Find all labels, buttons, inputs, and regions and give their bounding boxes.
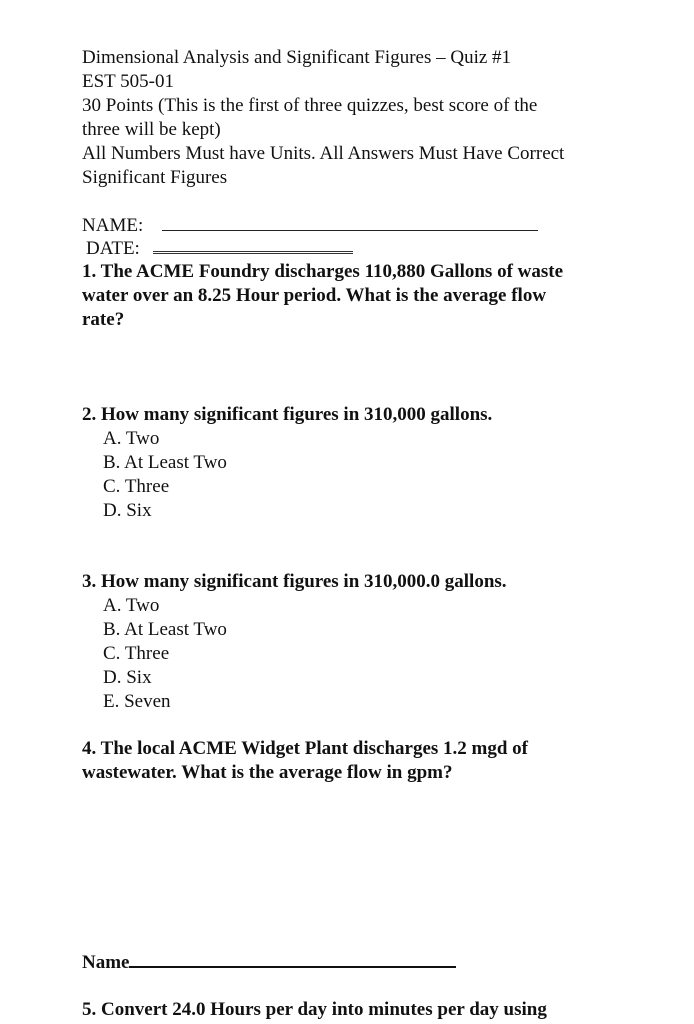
date-field[interactable]	[86, 237, 646, 261]
answer-option: B. At Least Two	[103, 452, 227, 473]
quiz-header	[82, 46, 642, 190]
name-label: NAME:	[82, 215, 144, 236]
name-blank[interactable]	[162, 216, 538, 231]
rules-note: All Numbers Must have Units. All Answers Must Have Correct	[82, 143, 565, 164]
answer-option: C. Three	[103, 476, 170, 497]
date-blank[interactable]	[153, 239, 353, 254]
points-note-cont: three will be kept)	[82, 119, 221, 140]
question-text: 2. How many significant figures in 310,000 gallons.	[82, 404, 493, 425]
name-field-2[interactable]	[82, 951, 642, 975]
answer-option: D. Six	[103, 500, 152, 521]
question-3	[82, 570, 642, 714]
question-4	[82, 737, 642, 785]
question-text: water over an 8.25 Hour period. What is the average flow	[82, 285, 547, 306]
question-text: 3. How many significant figures in 310,000.0 gallons.	[82, 571, 507, 592]
question-2	[82, 403, 642, 523]
question-1	[82, 260, 642, 332]
quiz-title: Dimensional Analysis and Significant Figures – Quiz #1	[82, 47, 512, 68]
question-text: wastewater. What is the average flow in gpm?	[82, 762, 453, 783]
answer-option: A. Two	[103, 428, 160, 449]
answer-option: E. Seven	[103, 691, 171, 712]
answer-option: C. Three	[103, 643, 170, 664]
answer-option: D. Six	[103, 667, 152, 688]
question-5	[82, 998, 642, 1022]
date-label: DATE:	[86, 238, 140, 259]
name-label: Name	[82, 952, 130, 973]
name-field[interactable]	[82, 214, 642, 238]
points-note: 30 Points (This is the first of three quizzes, best score of the	[82, 95, 538, 116]
answer-option: B. At Least Two	[103, 619, 227, 640]
rules-note-cont: Significant Figures	[82, 167, 228, 188]
course-code: EST 505-01	[82, 71, 175, 92]
question-text: 5. Convert 24.0 Hours per day into minutes per day using	[82, 999, 547, 1020]
question-text: 1. The ACME Foundry discharges 110,880 Gallons of waste	[82, 261, 564, 282]
answer-option: A. Two	[103, 595, 160, 616]
question-text: rate?	[82, 309, 125, 330]
question-text: 4. The local ACME Widget Plant discharges 1.2 mgd of	[82, 738, 528, 759]
name-blank[interactable]	[129, 952, 456, 968]
